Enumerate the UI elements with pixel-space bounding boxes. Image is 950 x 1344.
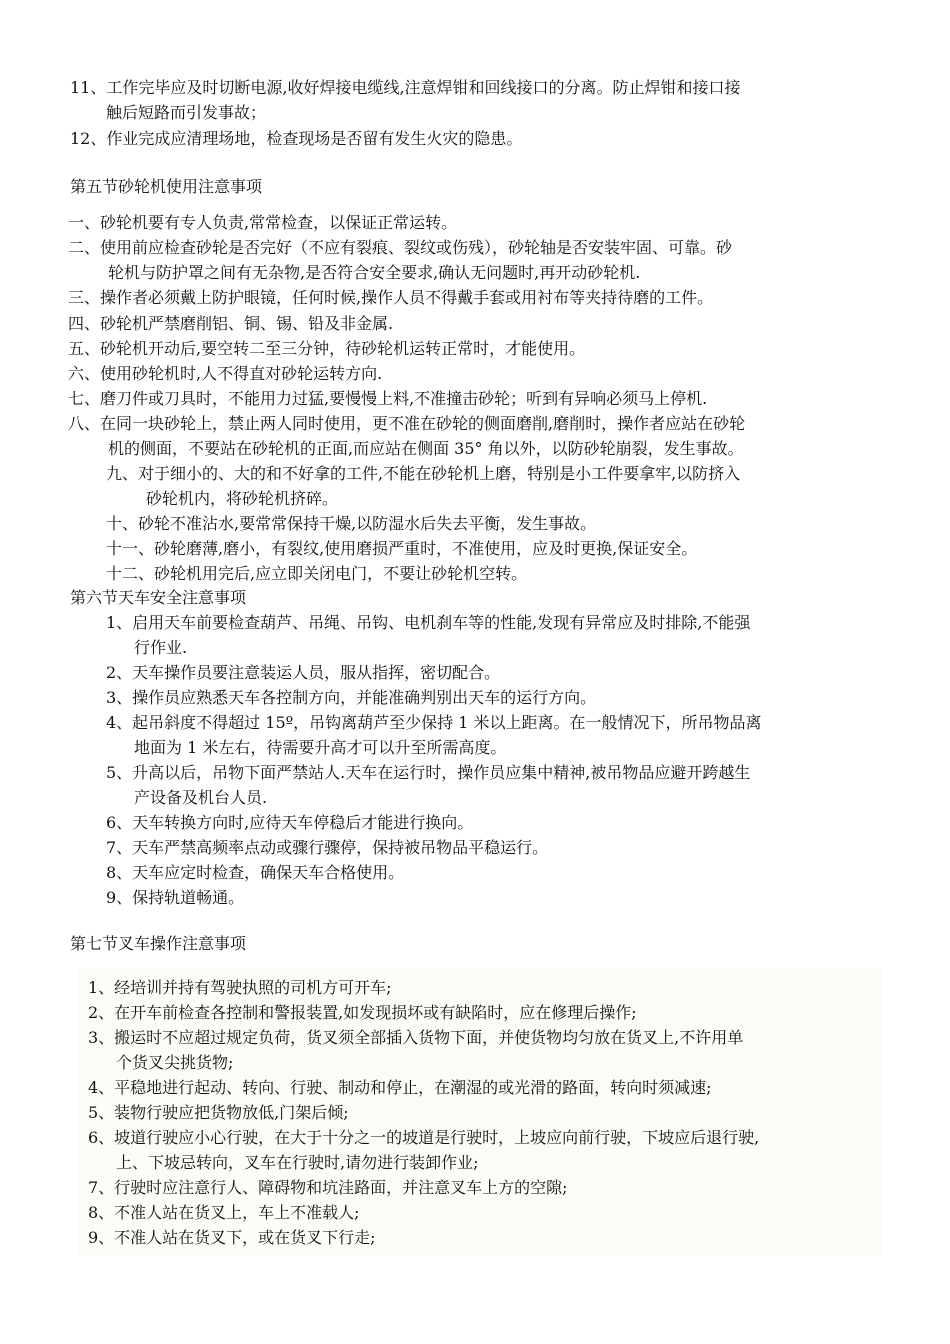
sec6-item-3: 3、操作员应熟悉天车各控制方向，并能准确判别出天车的运行方向。: [106, 688, 597, 707]
sec6-item-5-line1: 5、升高以后，吊物下面严禁站人.天车在运行时，操作员应集中精神,被吊物品应避开跨越生: [106, 763, 751, 782]
sec5-item-9-line2: 砂轮机内，将砂轮机挤碎。: [146, 489, 339, 508]
sec5-item-8-line1: 八、在同一块砂轮上，禁止两人同时使用，更不准在砂轮的侧面磨削,磨削时，操作者应站在砂轮: [68, 414, 746, 433]
sec5-item-2-line1: 二、使用前应检查砂轮是否完好（不应有裂痕、裂纹或伤残），砂轮轴是否安装牢固、可靠。砂: [68, 238, 733, 257]
sec7-item-5: 5、装物行驶应把货物放低,门架后倾;: [88, 1103, 349, 1122]
sec7-heading: 第七节叉车操作注意事项: [70, 934, 247, 953]
sec6-item-4-line2: 地面为 1 米左右，待需要升高才可以升至所需高度。: [134, 738, 507, 757]
sec5-item-9-line1: 九、对于细小的、大的和不好拿的工件,不能在砂轮机上磨，特别是小工件要拿牢,以防挤入: [106, 464, 741, 483]
sec7-item-2: 2、在开车前检查各控制和警报装置,如发现损坏或有缺陷时，应在修理后操作;: [88, 1003, 637, 1022]
sec6-item-1-line1: 1、启用天车前要检查葫芦、吊绳、吊钩、电机刹车等的性能,发现有异常应及时排除,不能强: [106, 613, 751, 632]
sec6-item-6: 6、天车转换方向时,应待天车停稳后才能进行换向。: [106, 813, 474, 832]
sec6-item-1-line2: 行作业.: [134, 638, 188, 657]
sec5-item-2-line2: 轮机与防护罩之间有无杂物,是否符合安全要求,确认无问题时,再开动砂轮机.: [108, 263, 641, 282]
sec6-item-9: 9、保持轨道畅通。: [106, 888, 245, 907]
sec4-item-11-line2: 触后短路而引发事故；: [106, 103, 267, 122]
sec7-item-6-line1: 6、坡道行驶应小心行驶，在大于十分之一的坡道是行驶时，上坡应向前行驶，下坡应后退行驶,: [88, 1128, 760, 1147]
sec6-item-5-line2: 产设备及机台人员.: [134, 788, 268, 807]
sec5-item-1: 一、砂轮机要有专人负责,常常检查，以保证正常运转。: [68, 213, 458, 232]
sec7-item-6-line2: 上、下坡忌转向，叉车在行驶时,请勿进行装卸作业;: [116, 1153, 479, 1172]
sec4-item-11-line1: 11、工作完毕应及时切断电源,收好焊接电缆线,注意焊钳和回线接口的分离。防止焊钳和接口接: [70, 78, 741, 97]
sec6-item-4-line1: 4、起吊斜度不得超过 15º，吊钩离葫芦至少保持 1 米以上距离。在一般情况下，所吊物品离: [106, 713, 762, 732]
sec4-item-12: 12、作业完成应清理场地，检查现场是否留有发生火灾的隐患。: [70, 129, 523, 148]
sec7-item-7: 7、行驶时应注意行人、障碍物和坑洼路面，并注意叉车上方的空隙;: [88, 1178, 568, 1197]
sec6-item-8: 8、天车应定时检查，确保天车合格使用。: [106, 863, 405, 882]
sec5-item-7: 七、磨刀件或刀具时，不能用力过猛,要慢慢上料,不准撞击砂轮；听到有异响必须马上停机.: [68, 389, 708, 408]
sec7-item-3-line2: 个货叉尖挑货物;: [116, 1053, 234, 1072]
sec5-item-12: 十二、砂轮机用完后,应立即关闭电门，不要让砂轮机空转。: [106, 564, 528, 583]
sec5-item-5: 五、砂轮机开动后,要空转二至三分钟，待砂轮机运转正常时，才能使用。: [68, 339, 586, 358]
sec5-item-8-line2: 机的侧面，不要站在砂轮机的正面,而应站在侧面 35° 角以外，以防砂轮崩裂，发生事故。: [108, 439, 744, 458]
sec7-item-1: 1、经培训并持有驾驶执照的司机方可开车;: [88, 978, 392, 997]
sec5-item-10: 十、砂轮不准沾水,要常常保持干燥,以防湿水后失去平衡，发生事故。: [106, 514, 597, 533]
sec7-item-9: 9、不准人站在货叉下，或在货叉下行走;: [88, 1228, 376, 1247]
sec5-heading: 第五节砂轮机使用注意事项: [70, 177, 263, 196]
sec5-item-11: 十一、砂轮磨薄,磨小，有裂纹,使用磨损严重时，不准使用，应及时更换,保证安全。: [106, 539, 698, 558]
sec5-item-4: 四、砂轮机严禁磨削铝、铜、锡、铅及非金属.: [68, 314, 394, 333]
sec7-item-4: 4、平稳地进行起动、转向、行驶、制动和停止，在潮湿的或光滑的路面，转向时须减速;: [88, 1078, 712, 1097]
sec5-item-3: 三、操作者必须戴上防护眼镜，任何时候,操作人员不得戴手套或用衬布等夹持待磨的工件。: [68, 288, 714, 307]
sec7-item-8: 8、不准人站在货叉上，车上不准载人;: [88, 1203, 360, 1222]
sec7-item-3-line1: 3、搬运时不应超过规定负荷，货叉须全部插入货物下面，并使货物均匀放在货叉上,不许用单: [88, 1028, 744, 1047]
sec6-item-2: 2、天车操作员要注意装运人员，服从指挥，密切配合。: [106, 663, 501, 682]
sec6-item-7: 7、天车严禁高频率点动或骤行骤停，保持被吊物品平稳运行。: [106, 838, 549, 857]
sec5-item-6: 六、使用砂轮机时,人不得直对砂轮运转方向.: [68, 364, 383, 383]
sec6-heading: 第六节天车安全注意事项: [70, 588, 247, 607]
